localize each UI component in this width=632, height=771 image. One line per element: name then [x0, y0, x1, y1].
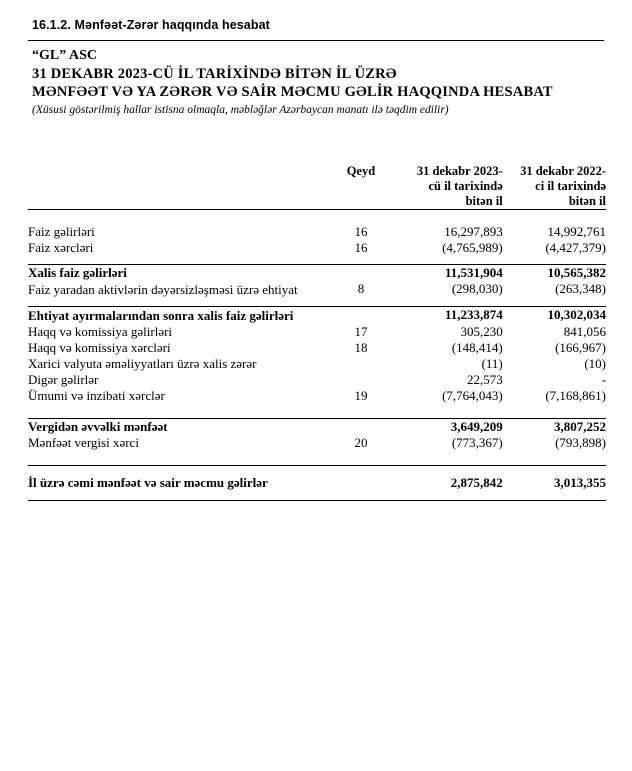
row-note	[322, 466, 399, 501]
row-label: Xarici valyuta əməliyyatları üzrə xalis zərər	[28, 356, 257, 371]
header-col1	[400, 164, 503, 209]
row-value-2022: 10,565,382	[547, 265, 606, 280]
spacer	[28, 404, 606, 419]
spacer	[28, 451, 606, 466]
row-label: Ehtiyat ayırmalarından sonra xalis faiz gəlirləri	[28, 308, 294, 323]
table-row	[28, 240, 606, 256]
row-label: Mənfəət vergisi xərci	[28, 435, 139, 450]
spacer	[28, 210, 606, 225]
currency-note: (Xüsusi göstərilmiş hallar istisna olmaqla, məbləğlər Azərbaycan manatı ilə təqdim edilir)	[32, 104, 449, 116]
table-row	[28, 324, 606, 340]
table-header-spacer	[28, 140, 606, 164]
row-label: Haqq və komissiya gəlirləri	[28, 324, 173, 339]
table-row	[28, 224, 606, 240]
header-col1-line2: cü il tarixində	[428, 179, 503, 193]
row-note	[322, 372, 399, 388]
row-value-2023: (148,414)	[451, 340, 503, 355]
table-row	[28, 356, 606, 372]
table-row	[28, 435, 606, 451]
row-note: 17	[354, 324, 368, 339]
row-value-2022: 841,056	[563, 324, 606, 339]
row-value-2022: 14,992,761	[547, 224, 606, 239]
header-col1-line3: bitən il	[465, 194, 503, 208]
row-note: 20	[354, 435, 368, 450]
row-value-2023: 3,649,209	[450, 419, 503, 434]
header-col2	[503, 164, 606, 209]
table-row	[28, 281, 606, 298]
row-value-2023: 11,233,874	[444, 307, 503, 322]
row-value-2023: 16,297,893	[444, 224, 503, 239]
header-note: Qeyd	[346, 164, 376, 178]
entity-name: “GL” ASC	[32, 48, 97, 63]
table-row	[28, 388, 606, 404]
row-label: Vergidən əvvəlki mənfəət	[28, 419, 168, 434]
row-label: Faiz yaradan aktivlərin dəyərsizləşməsi üzrə ehtiyat	[28, 282, 298, 297]
row-value-2022: (166,967)	[555, 340, 606, 355]
table-row	[28, 466, 606, 501]
row-note: 19	[354, 388, 368, 403]
row-note: 8	[357, 281, 365, 296]
row-value-2023: (4,765,989)	[442, 240, 503, 255]
row-note: 18	[354, 340, 368, 355]
income-statement-table	[28, 140, 606, 501]
row-value-2023: 2,875,842	[450, 475, 503, 490]
header-col2-line3: bitən il	[568, 194, 606, 208]
row-value-2022: (7,168,861)	[545, 388, 606, 403]
page-title: 16.1.2. Mənfəət-Zərər haqqında hesabat	[32, 18, 270, 32]
row-value-2023: 11,531,904	[444, 265, 503, 280]
row-note	[322, 419, 399, 435]
row-note: 16	[354, 224, 368, 239]
statement-title-line2: MƏNFƏƏT VƏ YA ZƏRƏR VƏ SAİR MƏCMU GƏLİR HAQQINDA HESABAT	[32, 84, 553, 100]
statement-title-line1: 31 DEKABR 2023-CÜ İL TARİXİNDƏ BİTƏN İL ÜZRƏ	[32, 66, 397, 82]
table-row	[28, 307, 606, 324]
row-note	[322, 265, 399, 281]
row-value-2023: (773,367)	[451, 435, 503, 450]
row-value-2023: (7,764,043)	[442, 388, 503, 403]
row-label: Digər gəlirlər	[28, 372, 99, 387]
row-value-2023: (11)	[481, 356, 503, 371]
row-value-2022: (10)	[584, 356, 606, 371]
table-row	[28, 419, 606, 435]
row-label: İl üzrə cəmi mənfəət və sair məcmu gəlirlər	[28, 475, 268, 490]
spacer	[28, 298, 606, 307]
row-label: Haqq və komissiya xərcləri	[28, 340, 171, 355]
row-value-2022: (4,427,379)	[545, 240, 606, 255]
row-value-2022: (793,898)	[555, 435, 606, 450]
row-note	[322, 307, 399, 324]
row-note: 16	[354, 240, 368, 255]
table-row	[28, 372, 606, 388]
spacer	[28, 256, 606, 265]
total-rule-bottom	[28, 501, 606, 502]
header-col1-line1: 31 dekabr 2023-	[416, 164, 503, 178]
row-value-2023: 22,573	[467, 372, 503, 387]
header-divider	[28, 40, 604, 41]
row-value-2022: (263,348)	[555, 281, 606, 296]
header-label	[28, 164, 322, 209]
table-header-row	[28, 164, 606, 209]
row-value-2022: 10,302,034	[547, 307, 606, 322]
row-value-2023: 305,230	[460, 324, 503, 339]
table-row	[28, 265, 606, 281]
row-value-2022: -	[601, 372, 606, 387]
header-col2-line2: ci il tarixində	[535, 179, 606, 193]
row-label: Xalis faiz gəlirləri	[28, 265, 127, 280]
row-label: Ümumi və inzibati xərclər	[28, 388, 165, 403]
row-value-2022: 3,807,252	[554, 419, 606, 434]
row-value-2023: (298,030)	[451, 281, 503, 296]
table-row	[28, 340, 606, 356]
row-value-2022: 3,013,355	[554, 475, 606, 490]
row-note	[322, 356, 399, 372]
row-label: Faiz xərcləri	[28, 240, 94, 255]
header-col2-line1: 31 dekabr 2022-	[520, 164, 606, 178]
row-label: Faiz gəlirləri	[28, 224, 95, 239]
